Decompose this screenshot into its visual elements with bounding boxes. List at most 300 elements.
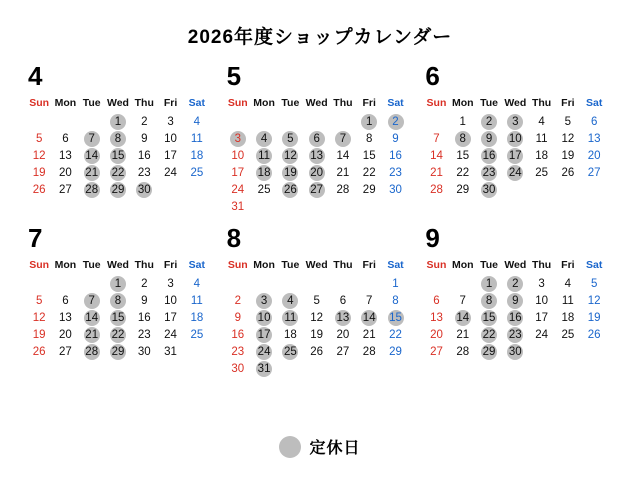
day-cell (581, 164, 607, 181)
day-number: 4 (256, 131, 272, 147)
month-block (423, 225, 614, 377)
day-cell (555, 113, 581, 130)
day-cell (330, 164, 356, 181)
day-cell-closed (105, 292, 131, 309)
week-row (26, 326, 210, 343)
day-cell-closed (79, 164, 105, 181)
day-cell-closed (251, 309, 277, 326)
day-cell (26, 147, 52, 164)
day-number: 7 (84, 293, 100, 309)
day-cell (157, 130, 183, 147)
day-cell (157, 292, 183, 309)
weekday-header: Sun (227, 259, 248, 271)
day-cell (225, 181, 251, 198)
day-cell (423, 326, 449, 343)
day-number: 27 (310, 183, 324, 196)
day-number: 6 (433, 294, 440, 307)
day-number: 29 (456, 183, 470, 196)
day-number: 11 (282, 310, 298, 326)
day-number: 26 (32, 345, 46, 358)
day-number: 18 (283, 328, 297, 341)
weekday-header: Tue (480, 97, 498, 109)
day-cell (528, 275, 554, 292)
empty-cell (79, 275, 105, 292)
day-cell (52, 309, 78, 326)
day-number: 9 (392, 132, 399, 145)
day-number: 2 (141, 115, 148, 128)
weekday-header: Tue (281, 259, 300, 271)
weekday-header: Sun (426, 259, 447, 271)
empty-cell (330, 198, 356, 215)
week-row (225, 147, 409, 164)
empty-cell (251, 198, 277, 215)
empty-cell (225, 275, 251, 292)
month-block (423, 63, 614, 215)
day-number: 20 (310, 166, 324, 179)
day-cell (225, 360, 251, 377)
day-cell (184, 309, 210, 326)
weekday-header: Tue (82, 259, 101, 271)
day-cell (382, 326, 408, 343)
day-cell (555, 130, 581, 147)
day-number: 29 (482, 345, 496, 358)
day-number: 7 (433, 132, 440, 145)
day-cell (450, 326, 476, 343)
day-number: 13 (587, 132, 601, 145)
day-number: 29 (111, 183, 125, 196)
day-cell-closed (251, 164, 277, 181)
day-number: 2 (141, 277, 148, 290)
day-number: 15 (111, 311, 125, 324)
day-cell (131, 343, 157, 360)
day-cell-closed (476, 326, 502, 343)
day-number: 12 (561, 132, 575, 145)
day-number: 1 (392, 277, 399, 290)
day-cell-closed (476, 113, 502, 130)
weekday-header: Mon (451, 97, 474, 109)
week-row (26, 343, 210, 360)
day-number: 13 (430, 311, 443, 324)
day-cell (184, 326, 210, 343)
day-cell (26, 326, 52, 343)
day-number: 5 (35, 132, 43, 145)
day-cell (157, 343, 183, 360)
day-number: 31 (164, 345, 177, 358)
day-cell-closed (251, 326, 277, 343)
day-cell (450, 164, 476, 181)
day-cell (555, 275, 581, 292)
day-cell (382, 292, 408, 309)
day-cell-closed (131, 181, 157, 198)
day-cell (555, 147, 581, 164)
day-number: 17 (164, 149, 177, 162)
day-cell (304, 292, 330, 309)
day-number: 27 (59, 183, 72, 196)
day-number: 21 (85, 166, 99, 179)
day-number: 16 (137, 311, 151, 324)
day-cell-closed (502, 130, 528, 147)
day-cell (131, 164, 157, 181)
day-number: 21 (456, 328, 470, 341)
day-number: 5 (35, 294, 43, 307)
day-number: 26 (587, 328, 601, 341)
day-number: 15 (482, 311, 496, 324)
day-cell (330, 326, 356, 343)
months-grid (20, 63, 620, 377)
day-cell (555, 309, 581, 326)
day-number: 14 (430, 149, 443, 162)
day-cell-closed (105, 147, 131, 164)
day-cell-closed (304, 164, 330, 181)
empty-cell (26, 113, 52, 130)
day-number: 29 (362, 183, 376, 196)
weekday-header: Thu (134, 97, 154, 109)
day-number: 23 (508, 328, 522, 341)
day-cell (423, 309, 449, 326)
day-number: 19 (561, 149, 575, 162)
day-number: 3 (538, 277, 545, 290)
day-cell (157, 309, 183, 326)
weekday-header: Thu (531, 259, 552, 271)
day-cell (330, 181, 356, 198)
day-number: 26 (310, 345, 324, 358)
day-number: 14 (336, 149, 350, 162)
day-cell-closed (105, 130, 131, 147)
week-row (225, 130, 409, 147)
day-cell-closed (476, 164, 502, 181)
week-row (26, 309, 210, 326)
week-row (26, 164, 210, 181)
day-cell (382, 130, 408, 147)
day-number: 19 (32, 328, 46, 341)
day-number: 25 (190, 328, 204, 341)
day-cell-closed (277, 164, 303, 181)
empty-cell (382, 360, 408, 377)
empty-cell (26, 275, 52, 292)
day-cell (581, 292, 607, 309)
day-cell-closed (502, 147, 528, 164)
week-row (423, 113, 607, 130)
month-block (225, 225, 416, 377)
month-table (423, 97, 607, 198)
empty-cell (330, 275, 356, 292)
day-cell (450, 147, 476, 164)
day-number: 22 (456, 166, 470, 179)
day-number: 24 (535, 328, 548, 341)
day-number: 3 (167, 277, 174, 290)
weekday-header-row (26, 97, 210, 113)
weekday-header: Fri (163, 97, 178, 109)
day-number: 8 (481, 293, 497, 309)
day-cell-closed (502, 292, 528, 309)
day-cell-closed (476, 275, 502, 292)
weekday-header: Fri (163, 259, 178, 271)
week-row (225, 113, 409, 130)
day-cell-closed (277, 343, 303, 360)
weekday-header: Sun (227, 97, 248, 109)
week-row (26, 292, 210, 309)
day-cell-closed (251, 343, 277, 360)
day-number: 22 (111, 166, 125, 179)
day-cell (184, 275, 210, 292)
day-cell (356, 164, 382, 181)
empty-cell (251, 275, 277, 292)
day-number: 17 (164, 311, 177, 324)
day-cell-closed (304, 147, 330, 164)
day-number: 22 (482, 328, 496, 341)
day-cell (52, 181, 78, 198)
day-number: 5 (590, 277, 598, 290)
day-number: 2 (481, 114, 497, 130)
day-number: 30 (231, 362, 245, 375)
day-cell-closed (476, 181, 502, 198)
day-number: 28 (430, 183, 443, 196)
day-number: 1 (361, 114, 377, 130)
day-cell-closed (382, 309, 408, 326)
day-cell-closed (476, 292, 502, 309)
month-table (26, 97, 210, 198)
day-number: 5 (564, 115, 572, 128)
weekday-header: Wed (305, 97, 328, 109)
day-number: 18 (190, 149, 204, 162)
day-number: 15 (362, 149, 376, 162)
day-cell-closed (330, 130, 356, 147)
empty-cell (184, 181, 210, 198)
weekday-header-row (423, 97, 607, 113)
day-cell (225, 343, 251, 360)
day-number: 9 (141, 132, 148, 145)
month-table (423, 259, 607, 360)
day-number: 16 (508, 311, 522, 324)
day-number: 26 (283, 183, 297, 196)
day-number: 15 (389, 311, 402, 324)
day-cell (131, 275, 157, 292)
day-cell (304, 309, 330, 326)
weekday-header: Thu (134, 259, 154, 271)
empty-cell (304, 275, 330, 292)
day-cell-closed (251, 130, 277, 147)
day-cell (225, 309, 251, 326)
day-cell (131, 292, 157, 309)
day-cell (304, 343, 330, 360)
day-cell (304, 326, 330, 343)
day-number: 5 (282, 131, 298, 147)
day-cell (528, 147, 554, 164)
day-number: 27 (430, 345, 443, 358)
day-cell (356, 147, 382, 164)
day-cell (450, 113, 476, 130)
day-number: 11 (190, 294, 203, 307)
empty-cell (157, 181, 183, 198)
empty-cell (277, 198, 303, 215)
day-number: 24 (508, 166, 522, 179)
weekday-header: Sat (188, 97, 206, 109)
day-cell (382, 343, 408, 360)
day-number: 4 (564, 277, 572, 290)
day-number: 7 (335, 131, 351, 147)
day-cell (157, 113, 183, 130)
day-number: 7 (459, 294, 466, 307)
empty-cell (356, 360, 382, 377)
day-cell (277, 326, 303, 343)
weekday-header: Mon (253, 259, 275, 271)
day-cell (450, 292, 476, 309)
empty-cell (304, 198, 330, 215)
day-number: 3 (507, 114, 523, 130)
day-number: 24 (164, 166, 177, 179)
day-number: 28 (85, 345, 99, 358)
day-number: 16 (482, 149, 496, 162)
day-cell-closed (277, 147, 303, 164)
day-number: 8 (366, 132, 373, 145)
weekday-header: Fri (362, 259, 376, 271)
empty-cell (225, 113, 251, 130)
empty-cell (79, 113, 105, 130)
day-number: 21 (85, 328, 99, 341)
weekday-header: Tue (281, 97, 300, 109)
day-cell (423, 147, 449, 164)
empty-cell (581, 343, 607, 360)
weekday-header: Mon (54, 259, 77, 271)
month-table (225, 97, 409, 215)
day-number: 21 (362, 328, 376, 341)
day-cell (528, 326, 554, 343)
weekday-header: Mon (253, 97, 275, 109)
week-row (225, 198, 409, 215)
day-number: 8 (110, 293, 126, 309)
weekday-header: Mon (54, 97, 77, 109)
day-number: 8 (392, 294, 399, 307)
day-number: 30 (137, 183, 151, 196)
day-number: 4 (282, 293, 298, 309)
day-cell (330, 147, 356, 164)
weekday-header-row (225, 259, 409, 275)
empty-cell (330, 113, 356, 130)
day-number: 17 (535, 311, 548, 324)
day-cell (52, 147, 78, 164)
day-number: 22 (389, 328, 402, 341)
day-cell (555, 326, 581, 343)
day-cell (26, 130, 52, 147)
day-cell (581, 147, 607, 164)
day-cell (423, 164, 449, 181)
day-cell (52, 164, 78, 181)
day-number: 30 (482, 183, 496, 196)
empty-cell (423, 113, 449, 130)
weekday-header: Fri (561, 97, 575, 109)
empty-cell (52, 275, 78, 292)
day-number: 1 (110, 114, 126, 130)
day-cell-closed (356, 309, 382, 326)
day-cell-closed (251, 292, 277, 309)
day-number: 20 (59, 328, 72, 341)
weekday-header: Sat (188, 259, 206, 271)
day-cell (131, 309, 157, 326)
empty-cell (330, 360, 356, 377)
empty-cell (382, 198, 408, 215)
day-number: 9 (481, 131, 497, 147)
day-cell (423, 181, 449, 198)
day-cell-closed (502, 326, 528, 343)
day-cell-closed (450, 130, 476, 147)
week-row (423, 164, 607, 181)
day-cell (225, 147, 251, 164)
day-number: 20 (587, 149, 601, 162)
day-number: 27 (336, 345, 350, 358)
day-cell-closed (105, 326, 131, 343)
day-cell (26, 309, 52, 326)
day-number: 3 (167, 115, 174, 128)
day-number: 29 (111, 345, 125, 358)
day-cell-closed (502, 113, 528, 130)
day-number: 20 (59, 166, 72, 179)
day-cell-closed (476, 343, 502, 360)
day-number: 16 (137, 149, 151, 162)
day-cell-closed (105, 275, 131, 292)
day-number: 13 (336, 311, 350, 324)
day-number: 11 (256, 148, 272, 164)
day-cell-closed (225, 130, 251, 147)
day-number: 3 (230, 131, 246, 147)
day-number: 20 (430, 328, 443, 341)
week-row (423, 181, 607, 198)
day-number: 23 (231, 345, 245, 358)
day-number: 14 (85, 311, 99, 324)
day-number: 12 (32, 149, 46, 162)
day-number: 28 (362, 345, 376, 358)
day-number: 25 (283, 345, 297, 358)
empty-cell (184, 343, 210, 360)
day-number: 23 (137, 166, 151, 179)
page-title: 2026年度ショップカレンダー (187, 27, 453, 48)
day-cell (52, 343, 78, 360)
week-row (423, 292, 607, 309)
day-cell-closed (476, 147, 502, 164)
day-number: 6 (590, 115, 598, 128)
week-row (423, 275, 607, 292)
day-number: 28 (336, 183, 350, 196)
day-cell-closed (251, 360, 277, 377)
week-row (26, 130, 210, 147)
day-cell (52, 130, 78, 147)
day-cell-closed (277, 130, 303, 147)
day-cell-closed (277, 309, 303, 326)
day-number: 8 (110, 131, 126, 147)
day-number: 21 (336, 166, 350, 179)
day-cell-closed (251, 147, 277, 164)
day-cell (225, 292, 251, 309)
day-number: 30 (508, 345, 522, 358)
weekday-header: Sun (29, 97, 50, 109)
day-cell-closed (502, 343, 528, 360)
month-block (26, 63, 217, 215)
day-number: 6 (62, 294, 69, 307)
day-cell-closed (79, 292, 105, 309)
day-cell (555, 164, 581, 181)
weekday-header-row (225, 97, 409, 113)
day-number: 13 (310, 149, 324, 162)
weekday-header: Mon (451, 259, 474, 271)
weekday-header: Sun (426, 97, 447, 109)
empty-cell (304, 113, 330, 130)
day-number: 13 (59, 311, 72, 324)
day-number: 21 (430, 166, 443, 179)
empty-cell (356, 198, 382, 215)
day-number: 14 (456, 311, 470, 324)
day-number: 30 (137, 345, 151, 358)
day-number: 31 (257, 362, 271, 375)
day-number: 23 (482, 166, 496, 179)
